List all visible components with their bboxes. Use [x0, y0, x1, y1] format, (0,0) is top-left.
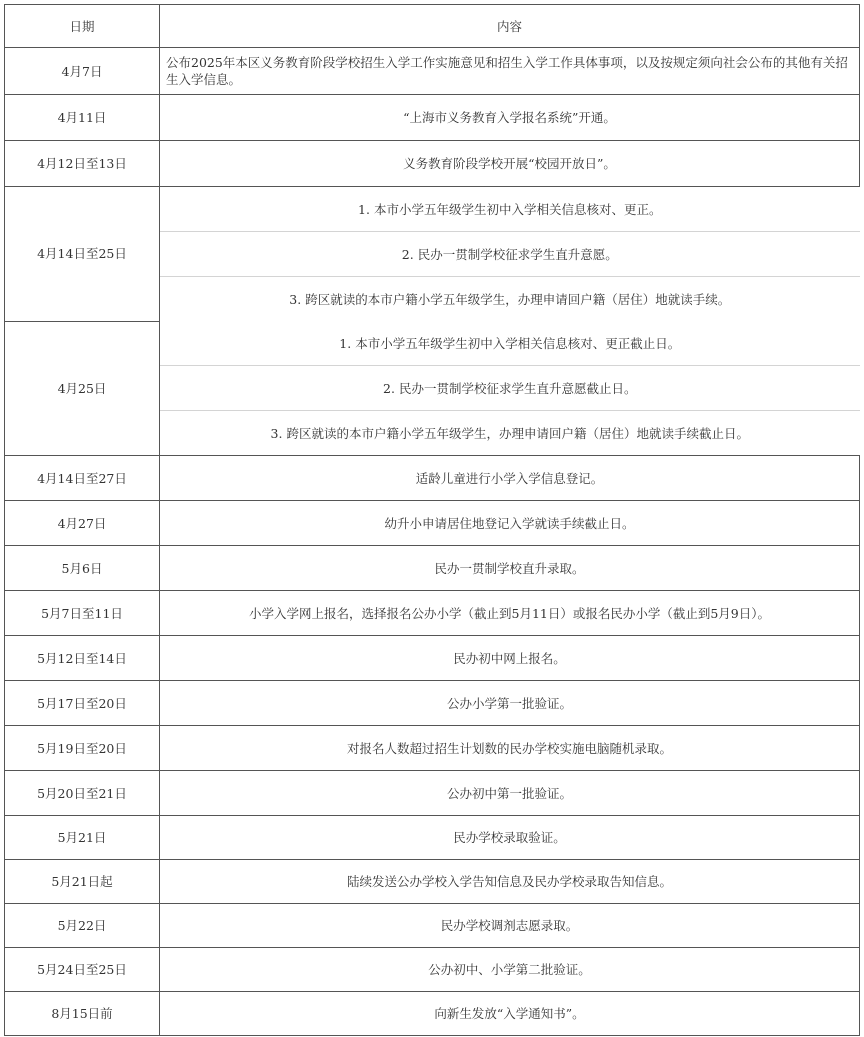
table-header-row: [5, 5, 860, 48]
row-content: 义务教育阶段学校开展“校园开放日”。: [160, 141, 860, 187]
row-content: [160, 187, 860, 322]
row-content: 幼升小申请居住地登记入学就读手续截止日。: [160, 501, 860, 546]
header-date: 日期: [5, 5, 160, 48]
table-row: [5, 95, 860, 141]
row-content: “上海市义务教育入学报名系统”开通。: [160, 95, 860, 141]
table-row: [5, 501, 860, 546]
table-row: [5, 591, 860, 636]
table-row: [5, 816, 860, 860]
row-content-item: 2. 民办一贯制学校征求学生直升意愿。: [160, 232, 860, 277]
table-row: [5, 48, 860, 95]
table-row: [5, 321, 860, 456]
row-date: 4月25日: [5, 321, 160, 456]
table-row: [5, 771, 860, 816]
table-row: [5, 726, 860, 771]
row-date: 5月7日至11日: [5, 591, 160, 636]
row-date: 5月6日: [5, 546, 160, 591]
row-content-item: 1. 本市小学五年级学生初中入学相关信息核对、更正截止日。: [160, 321, 860, 366]
row-content: 小学入学网上报名，选择报名公办小学（截止到5月11日）或报名民办小学（截止到5月9日）。: [160, 591, 860, 636]
row-date: 4月12日至13日: [5, 141, 160, 187]
row-content: 民办学校调剂志愿录取。: [160, 904, 860, 948]
table-row: [5, 546, 860, 591]
row-content: 适龄儿童进行小学入学信息登记。: [160, 456, 860, 501]
row-content: 公布2025年本区义务教育阶段学校招生入学工作实施意见和招生入学工作具体事项，以及按规定须向社会公布的其他有关招生入学信息。: [160, 48, 860, 95]
header-content: 内容: [160, 5, 860, 48]
row-content: 公办初中、小学第二批验证。: [160, 948, 860, 992]
row-date: 5月19日至20日: [5, 726, 160, 771]
row-date: 5月17日至20日: [5, 681, 160, 726]
row-date: 4月7日: [5, 48, 160, 95]
table-row: [5, 860, 860, 904]
table-row: [5, 948, 860, 992]
row-date: 5月21日起: [5, 860, 160, 904]
row-content: 陆续发送公办学校入学告知信息及民办学校录取告知信息。: [160, 860, 860, 904]
row-date: 5月12日至14日: [5, 636, 160, 681]
row-date: 5月20日至21日: [5, 771, 160, 816]
row-content-item: 3. 跨区就读的本市户籍小学五年级学生，办理申请回户籍（居住）地就读手续截止日。: [270, 425, 749, 441]
table-row: [5, 636, 860, 681]
row-date: 4月14日至25日: [5, 187, 160, 322]
row-content-item: 3. 跨区就读的本市户籍小学五年级学生，办理申请回户籍（居住）地就读手续。: [289, 291, 731, 307]
row-content: 向新生发放“入学通知书”。: [160, 992, 860, 1036]
row-content: 对报名人数超过招生计划数的民办学校实施电脑随机录取。: [160, 726, 860, 771]
table-row: [5, 187, 860, 322]
row-content: 民办一贯制学校直升录取。: [160, 546, 860, 591]
table-row: [5, 904, 860, 948]
row-date: 4月11日: [5, 95, 160, 141]
table-row: [5, 992, 860, 1036]
row-content: 公办初中第一批验证。: [160, 771, 860, 816]
row-content: [160, 321, 860, 456]
row-content-item: 2. 民办一贯制学校征求学生直升意愿截止日。: [160, 366, 860, 411]
row-date: 5月21日: [5, 816, 160, 860]
row-content: 公办小学第一批验证。: [160, 681, 860, 726]
row-content: 民办初中网上报名。: [160, 636, 860, 681]
row-content: 民办学校录取验证。: [160, 816, 860, 860]
table-row: [5, 456, 860, 501]
table-row: [5, 141, 860, 187]
schedule-table: [4, 4, 860, 1036]
row-date: 4月14日至27日: [5, 456, 160, 501]
row-date: 5月22日: [5, 904, 160, 948]
row-date: 8月15日前: [5, 992, 160, 1036]
row-content-item: 1. 本市小学五年级学生初中入学相关信息核对、更正。: [160, 187, 860, 232]
row-date: 5月24日至25日: [5, 948, 160, 992]
row-date: 4月27日: [5, 501, 160, 546]
table-row: [5, 681, 860, 726]
